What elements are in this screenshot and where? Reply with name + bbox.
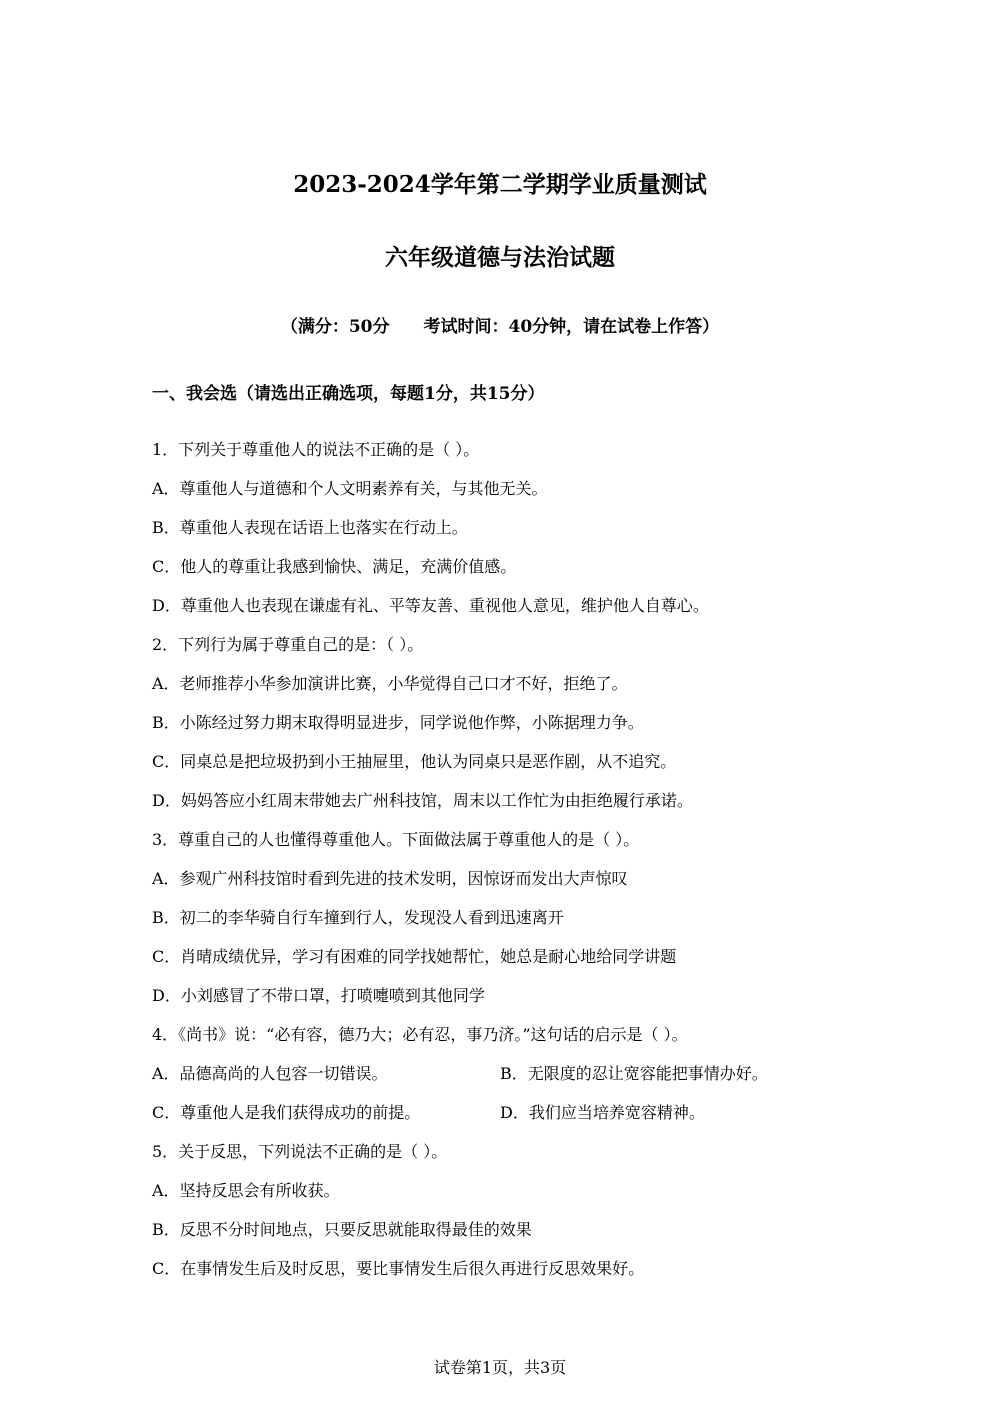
question-3-option-b: B．初二的李华骑自行车撞到行人，发现没人看到迅速离开: [152, 908, 564, 927]
question-list: [152, 438, 852, 1296]
question-2-option-d: D．妈妈答应小红周末带她去广州科技馆，周末以工作忙为由拒绝履行承诺。: [152, 791, 693, 810]
question-1-option-c: C．他人的尊重让我感到愉快、满足，充满价值感。: [152, 557, 517, 576]
exam-subject-title: 六年级道德与法治试题: [385, 244, 615, 271]
question-4-options-row-1: [152, 1062, 852, 1101]
section-heading: 一、我会选（请选出正确选项，每题1分，共15分）: [152, 384, 545, 404]
question-4-option-d: D．我们应当培养宽容精神。: [500, 1103, 705, 1122]
exam-title: 2023-2024学年第二学期学业质量测试: [293, 171, 707, 198]
question-1-stem: 1．下列关于尊重他人的说法不正确的是（ ）。: [152, 440, 480, 459]
question-1-option-d: D．尊重他人也表现在谦虚有礼、平等友善、重视他人意见，维护他人自尊心。: [152, 596, 709, 615]
question-2-option-c: C．同桌总是把垃圾扔到小王抽屉里，他认为同桌只是恶作剧，从不追究。: [152, 752, 677, 771]
question-4-stem: 4．《尚书》说：“必有容，德乃大；必有忍，事乃济。”这句话的启示是（ ）。: [152, 1025, 688, 1044]
question-2-option-b: B．小陈经过努力期末取得明显进步，同学说他作弊，小陈据理力争。: [152, 713, 644, 732]
question-3-stem: 3．尊重自己的人也懂得尊重他人。下面做法属于尊重他人的是（ ）。: [152, 830, 640, 849]
time-info: 考试时间：40分钟，请在试卷上作答）: [423, 317, 720, 337]
question-3-option-a: A．参观广州科技馆时看到先进的技术发明，因惊讶而发出大声惊叹: [152, 869, 628, 888]
question-4-options-row-2: [152, 1101, 852, 1140]
question-5-option-b: B．反思不分时间地点，只要反思就能取得最佳的效果: [152, 1220, 532, 1239]
question-2-option-a: A．老师推荐小华参加演讲比赛，小华觉得自己口才不好，拒绝了。: [152, 674, 628, 693]
exam-info: [0, 315, 1000, 339]
score-info: （满分：50分: [280, 317, 390, 337]
question-1-option-b: B．尊重他人表现在话语上也落实在行动上。: [152, 518, 468, 537]
question-5-option-c: C．在事情发生后及时反思，要比事情发生后很久再进行反思效果好。: [152, 1259, 645, 1278]
question-5-stem: 5．关于反思，下列说法不正确的是（ ）。: [152, 1142, 448, 1161]
question-4-option-a: A．品德高尚的人包容一切错误。: [152, 1064, 388, 1083]
question-4-option-c: C．尊重他人是我们获得成功的前提。: [152, 1103, 421, 1122]
question-1-option-a: A．尊重他人与道德和个人文明素养有关，与其他无关。: [152, 479, 548, 498]
page-footer: 试卷第1页，共3页: [433, 1358, 567, 1377]
question-2-stem: 2．下列行为属于尊重自己的是：（ ）。: [152, 635, 424, 654]
question-3-option-d: D．小刘感冒了不带口罩，打喷嚏喷到其他同学: [152, 986, 485, 1005]
question-3-option-c: C．肖晴成绩优异，学习有困难的同学找她帮忙，她总是耐心地给同学讲题: [152, 947, 677, 966]
question-5-option-a: A．坚持反思会有所收获。: [152, 1181, 340, 1200]
question-4-option-b: B．无限度的忍让宽容能把事情办好。: [500, 1064, 768, 1083]
